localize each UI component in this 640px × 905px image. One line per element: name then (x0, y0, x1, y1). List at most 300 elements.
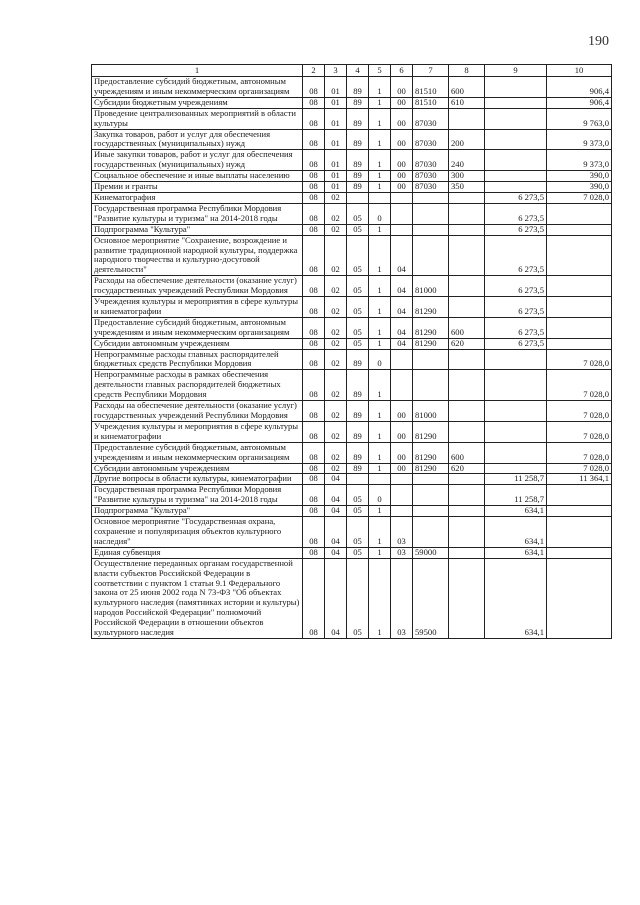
table-row (92, 182, 612, 193)
code-subprogram-cell: 1 (369, 129, 391, 150)
code-direction-cell: 87030 (413, 108, 449, 129)
code-direction-cell: 59500 (413, 558, 449, 638)
code-expense-type-cell (449, 235, 485, 276)
amount-cell: 634,1 (485, 517, 547, 548)
code-section-cell: 04 (325, 506, 347, 517)
code-program-cell: 05 (347, 558, 369, 638)
code-section-cell: 02 (325, 370, 347, 401)
amount-cell (547, 317, 612, 338)
code-expense-type-cell: 300 (449, 171, 485, 182)
amount-cell (485, 171, 547, 182)
code-ppp-cell: 08 (303, 474, 325, 485)
code-direction-cell: 81000 (413, 401, 449, 422)
code-direction-cell: 87030 (413, 129, 449, 150)
header-cell: 1 (92, 65, 303, 77)
code-section-cell: 01 (325, 150, 347, 171)
code-subprogram-cell: 1 (369, 108, 391, 129)
code-event-cell: 00 (391, 401, 413, 422)
code-program-cell: 05 (347, 547, 369, 558)
code-expense-type-cell (449, 421, 485, 442)
amount-cell (547, 506, 612, 517)
header-cell: 7 (413, 65, 449, 77)
row-name-cell: Субсидии автономным учреждениям (92, 463, 303, 474)
code-section-cell: 04 (325, 474, 347, 485)
code-program-cell (347, 192, 369, 203)
row-name-cell: Основное мероприятие "Сохранение, возрождение и развитие традиционной народной культуры, поддержка народного творчества и культурно-досуговой деятельности" (92, 235, 303, 276)
code-section-cell: 01 (325, 77, 347, 98)
code-section-cell: 02 (325, 349, 347, 370)
code-program-cell: 89 (347, 401, 369, 422)
code-subprogram-cell: 1 (369, 338, 391, 349)
amount-cell: 634,1 (485, 506, 547, 517)
code-event-cell (391, 370, 413, 401)
code-expense-type-cell (449, 370, 485, 401)
code-section-cell: 01 (325, 97, 347, 108)
amount-cell (485, 442, 547, 463)
header-cell: 5 (369, 65, 391, 77)
code-ppp-cell: 08 (303, 150, 325, 171)
code-direction-cell: 87030 (413, 182, 449, 193)
code-subprogram-cell: 1 (369, 401, 391, 422)
code-expense-type-cell: 610 (449, 97, 485, 108)
amount-cell: 7 028,0 (547, 401, 612, 422)
amount-cell: 390,0 (547, 182, 612, 193)
code-event-cell: 00 (391, 129, 413, 150)
code-event-cell: 00 (391, 77, 413, 98)
code-subprogram-cell: 1 (369, 506, 391, 517)
amount-cell: 7 028,0 (547, 463, 612, 474)
code-subprogram-cell (369, 474, 391, 485)
page-number: 190 (588, 34, 609, 49)
code-section-cell: 04 (325, 517, 347, 548)
code-subprogram-cell: 0 (369, 349, 391, 370)
code-direction-cell (413, 203, 449, 224)
code-section-cell: 02 (325, 235, 347, 276)
code-program-cell: 05 (347, 338, 369, 349)
code-subprogram-cell (369, 192, 391, 203)
code-program-cell: 89 (347, 108, 369, 129)
code-section-cell: 04 (325, 558, 347, 638)
code-program-cell: 05 (347, 506, 369, 517)
code-section-cell: 04 (325, 485, 347, 506)
table-row (92, 558, 612, 638)
code-program-cell: 05 (347, 224, 369, 235)
table-row (92, 297, 612, 318)
table-row (92, 474, 612, 485)
code-event-cell: 03 (391, 558, 413, 638)
code-ppp-cell: 08 (303, 77, 325, 98)
code-section-cell: 02 (325, 421, 347, 442)
row-name-cell: Кинематография (92, 192, 303, 203)
code-event-cell (391, 485, 413, 506)
code-program-cell: 05 (347, 485, 369, 506)
code-subprogram-cell: 0 (369, 203, 391, 224)
code-ppp-cell: 08 (303, 506, 325, 517)
amount-cell: 11 258,7 (485, 474, 547, 485)
code-section-cell: 01 (325, 108, 347, 129)
table-row (92, 108, 612, 129)
code-ppp-cell: 08 (303, 463, 325, 474)
code-program-cell: 89 (347, 442, 369, 463)
code-section-cell: 02 (325, 203, 347, 224)
code-subprogram-cell: 1 (369, 276, 391, 297)
code-direction-cell (413, 235, 449, 276)
code-subprogram-cell: 1 (369, 150, 391, 171)
code-direction-cell: 81290 (413, 463, 449, 474)
code-ppp-cell: 08 (303, 235, 325, 276)
row-name-cell: Подпрограмма "Культура" (92, 506, 303, 517)
amount-cell: 7 028,0 (547, 370, 612, 401)
code-program-cell: 89 (347, 182, 369, 193)
code-program-cell (347, 474, 369, 485)
code-expense-type-cell: 200 (449, 129, 485, 150)
amount-cell: 6 273,5 (485, 297, 547, 318)
code-program-cell: 89 (347, 129, 369, 150)
code-direction-cell (413, 349, 449, 370)
amount-cell: 6 273,5 (485, 235, 547, 276)
amount-cell (485, 463, 547, 474)
table-row (92, 370, 612, 401)
amount-cell (547, 547, 612, 558)
code-event-cell: 00 (391, 442, 413, 463)
code-ppp-cell: 08 (303, 317, 325, 338)
header-cell: 4 (347, 65, 369, 77)
code-ppp-cell: 08 (303, 421, 325, 442)
code-subprogram-cell: 1 (369, 97, 391, 108)
code-section-cell: 02 (325, 224, 347, 235)
code-expense-type-cell (449, 192, 485, 203)
code-section-cell: 02 (325, 442, 347, 463)
amount-cell (485, 349, 547, 370)
amount-cell (547, 338, 612, 349)
code-event-cell: 04 (391, 235, 413, 276)
code-program-cell: 89 (347, 150, 369, 171)
code-program-cell: 89 (347, 349, 369, 370)
code-subprogram-cell: 1 (369, 463, 391, 474)
row-name-cell: Подпрограмма "Культура" (92, 224, 303, 235)
code-subprogram-cell: 1 (369, 297, 391, 318)
code-program-cell: 05 (347, 276, 369, 297)
code-event-cell: 00 (391, 171, 413, 182)
code-ppp-cell: 08 (303, 401, 325, 422)
header-cell: 2 (303, 65, 325, 77)
code-section-cell: 04 (325, 547, 347, 558)
code-expense-type-cell: 350 (449, 182, 485, 193)
code-subprogram-cell: 1 (369, 77, 391, 98)
row-name-cell: Предоставление субсидий бюджетным, автономным учреждениям и иным некоммерческим организациям (92, 317, 303, 338)
code-expense-type-cell (449, 517, 485, 548)
amount-cell (485, 401, 547, 422)
row-name-cell: Единая субвенция (92, 547, 303, 558)
code-event-cell (391, 224, 413, 235)
table-row (92, 192, 612, 203)
table-row (92, 97, 612, 108)
amount-cell (547, 297, 612, 318)
code-expense-type-cell (449, 349, 485, 370)
amount-cell: 634,1 (485, 558, 547, 638)
row-name-cell: Предоставление субсидий бюджетным, автономным учреждениям и иным некоммерческим организациям (92, 77, 303, 98)
code-event-cell: 04 (391, 297, 413, 318)
code-program-cell: 89 (347, 370, 369, 401)
code-direction-cell: 87030 (413, 171, 449, 182)
code-expense-type-cell: 600 (449, 77, 485, 98)
row-name-cell: Непрограммные расходы главных распорядителей бюджетных средств Республики Мордовия (92, 349, 303, 370)
code-program-cell: 89 (347, 171, 369, 182)
code-subprogram-cell: 1 (369, 442, 391, 463)
table-row (92, 506, 612, 517)
code-subprogram-cell: 1 (369, 370, 391, 401)
code-direction-cell: 81290 (413, 442, 449, 463)
code-ppp-cell: 08 (303, 485, 325, 506)
amount-cell (547, 235, 612, 276)
row-name-cell: Социальное обеспечение и иные выплаты населению (92, 171, 303, 182)
code-section-cell: 02 (325, 463, 347, 474)
amount-cell (485, 150, 547, 171)
code-expense-type-cell: 620 (449, 338, 485, 349)
amount-cell: 634,1 (485, 547, 547, 558)
code-subprogram-cell: 1 (369, 517, 391, 548)
amount-cell (485, 108, 547, 129)
code-subprogram-cell: 1 (369, 182, 391, 193)
amount-cell (547, 203, 612, 224)
code-direction-cell (413, 517, 449, 548)
amount-cell (547, 485, 612, 506)
code-subprogram-cell: 1 (369, 171, 391, 182)
code-subprogram-cell: 0 (369, 485, 391, 506)
code-program-cell: 89 (347, 77, 369, 98)
code-direction-cell (413, 370, 449, 401)
table-row (92, 171, 612, 182)
code-ppp-cell: 08 (303, 297, 325, 318)
code-ppp-cell: 08 (303, 129, 325, 150)
code-direction-cell: 81290 (413, 317, 449, 338)
code-ppp-cell: 08 (303, 547, 325, 558)
row-name-cell: Закупка товаров, работ и услуг для обеспечения государственных (муниципальных) нужд (92, 129, 303, 150)
code-ppp-cell: 08 (303, 203, 325, 224)
code-program-cell: 05 (347, 517, 369, 548)
code-section-cell: 02 (325, 276, 347, 297)
amount-cell: 11 364,1 (547, 474, 612, 485)
code-event-cell: 00 (391, 97, 413, 108)
header-row (92, 65, 612, 77)
code-event-cell: 04 (391, 276, 413, 297)
amount-cell (485, 129, 547, 150)
header-cell: 3 (325, 65, 347, 77)
amount-cell: 7 028,0 (547, 192, 612, 203)
code-section-cell: 02 (325, 317, 347, 338)
code-event-cell: 00 (391, 463, 413, 474)
table-row (92, 517, 612, 548)
table-row (92, 276, 612, 297)
code-direction-cell: 81290 (413, 297, 449, 318)
code-ppp-cell: 08 (303, 276, 325, 297)
code-event-cell: 00 (391, 421, 413, 442)
code-direction-cell (413, 192, 449, 203)
code-section-cell: 02 (325, 192, 347, 203)
code-expense-type-cell (449, 485, 485, 506)
row-name-cell: Расходы на обеспечение деятельности (оказание услуг) государственных учреждений Республики Мордовия (92, 276, 303, 297)
code-section-cell: 02 (325, 297, 347, 318)
code-ppp-cell: 08 (303, 108, 325, 129)
code-event-cell: 00 (391, 108, 413, 129)
row-name-cell: Предоставление субсидий бюджетным, автономным учреждениям и иным некоммерческим организациям (92, 442, 303, 463)
row-name-cell: Другие вопросы в области культуры, кинематографии (92, 474, 303, 485)
amount-cell: 7 028,0 (547, 349, 612, 370)
amount-cell (547, 224, 612, 235)
code-ppp-cell: 08 (303, 442, 325, 463)
code-ppp-cell: 08 (303, 171, 325, 182)
code-program-cell: 89 (347, 421, 369, 442)
code-section-cell: 02 (325, 401, 347, 422)
code-expense-type-cell: 240 (449, 150, 485, 171)
code-direction-cell: 81290 (413, 421, 449, 442)
code-expense-type-cell (449, 224, 485, 235)
amount-cell: 6 273,5 (485, 276, 547, 297)
amount-cell: 9 373,0 (547, 129, 612, 150)
code-direction-cell: 81000 (413, 276, 449, 297)
amount-cell: 906,4 (547, 97, 612, 108)
code-event-cell (391, 474, 413, 485)
code-section-cell: 02 (325, 338, 347, 349)
row-name-cell: Субсидии бюджетным учреждениям (92, 97, 303, 108)
amount-cell (547, 276, 612, 297)
amount-cell: 9 763,0 (547, 108, 612, 129)
row-name-cell: Основное мероприятие "Государственная охрана, сохранение и популяризация объектов культурного наследия" (92, 517, 303, 548)
code-ppp-cell: 08 (303, 370, 325, 401)
row-name-cell: Непрограммные расходы в рамках обеспечения деятельности главных распорядителей бюджетных средств Республики Мордовия (92, 370, 303, 401)
amount-cell: 906,4 (547, 77, 612, 98)
amount-cell (485, 182, 547, 193)
code-event-cell (391, 203, 413, 224)
code-subprogram-cell: 1 (369, 224, 391, 235)
table-row (92, 401, 612, 422)
code-ppp-cell: 08 (303, 97, 325, 108)
code-ppp-cell: 08 (303, 349, 325, 370)
header-cell: 8 (449, 65, 485, 77)
amount-cell: 7 028,0 (547, 442, 612, 463)
code-event-cell: 04 (391, 317, 413, 338)
code-event-cell: 03 (391, 517, 413, 548)
code-event-cell (391, 506, 413, 517)
header-cell: 10 (547, 65, 612, 77)
code-expense-type-cell (449, 276, 485, 297)
row-name-cell: Иные закупки товаров, работ и услуг для обеспечения государственных (муниципальных) нужд (92, 150, 303, 171)
amount-cell (485, 97, 547, 108)
row-name-cell: Расходы на обеспечение деятельности (оказание услуг) государственных учреждений Республики Мордовия (92, 401, 303, 422)
code-section-cell: 01 (325, 182, 347, 193)
code-program-cell: 05 (347, 297, 369, 318)
table-row (92, 547, 612, 558)
table-row (92, 463, 612, 474)
table-row (92, 235, 612, 276)
amount-cell: 6 273,5 (485, 192, 547, 203)
code-ppp-cell: 08 (303, 224, 325, 235)
table-row (92, 224, 612, 235)
row-name-cell: Премии и гранты (92, 182, 303, 193)
code-ppp-cell: 08 (303, 338, 325, 349)
header-cell: 9 (485, 65, 547, 77)
code-direction-cell (413, 506, 449, 517)
code-program-cell: 05 (347, 235, 369, 276)
table-row (92, 317, 612, 338)
amount-cell: 11 258,7 (485, 485, 547, 506)
code-direction-cell (413, 224, 449, 235)
amount-cell: 6 273,5 (485, 317, 547, 338)
table-row (92, 485, 612, 506)
code-program-cell: 05 (347, 317, 369, 338)
budget-table (91, 64, 612, 639)
code-subprogram-cell: 1 (369, 235, 391, 276)
code-direction-cell: 81510 (413, 77, 449, 98)
code-expense-type-cell (449, 547, 485, 558)
code-expense-type-cell (449, 108, 485, 129)
amount-cell: 6 273,5 (485, 224, 547, 235)
code-event-cell: 00 (391, 182, 413, 193)
table-row (92, 150, 612, 171)
code-subprogram-cell: 1 (369, 547, 391, 558)
row-name-cell: Государственная программа Республики Мордовия "Развитие культуры и туризма" на 2014-2018 годы (92, 203, 303, 224)
amount-cell: 7 028,0 (547, 421, 612, 442)
code-ppp-cell: 08 (303, 192, 325, 203)
code-ppp-cell: 08 (303, 517, 325, 548)
code-direction-cell: 87030 (413, 150, 449, 171)
table-row (92, 442, 612, 463)
amount-cell: 9 373,0 (547, 150, 612, 171)
table-body (92, 77, 612, 639)
amount-cell: 6 273,5 (485, 203, 547, 224)
code-program-cell: 05 (347, 203, 369, 224)
code-direction-cell: 81290 (413, 338, 449, 349)
code-subprogram-cell: 1 (369, 558, 391, 638)
code-event-cell: 03 (391, 547, 413, 558)
code-direction-cell: 59000 (413, 547, 449, 558)
table-row (92, 338, 612, 349)
amount-cell: 390,0 (547, 171, 612, 182)
code-expense-type-cell (449, 506, 485, 517)
code-program-cell: 89 (347, 463, 369, 474)
code-event-cell: 00 (391, 150, 413, 171)
amount-cell (485, 77, 547, 98)
code-event-cell (391, 349, 413, 370)
code-ppp-cell: 08 (303, 558, 325, 638)
code-direction-cell (413, 485, 449, 506)
code-direction-cell (413, 474, 449, 485)
code-section-cell: 01 (325, 171, 347, 182)
code-program-cell: 89 (347, 97, 369, 108)
code-expense-type-cell (449, 558, 485, 638)
code-event-cell (391, 192, 413, 203)
code-expense-type-cell (449, 401, 485, 422)
code-expense-type-cell (449, 203, 485, 224)
row-name-cell: Учреждения культуры и мероприятия в сфере культуры и кинематографии (92, 297, 303, 318)
amount-cell: 6 273,5 (485, 338, 547, 349)
code-expense-type-cell (449, 474, 485, 485)
code-subprogram-cell: 1 (369, 317, 391, 338)
code-expense-type-cell: 600 (449, 317, 485, 338)
amount-cell (485, 421, 547, 442)
table-row (92, 203, 612, 224)
code-ppp-cell: 08 (303, 182, 325, 193)
code-event-cell: 04 (391, 338, 413, 349)
amount-cell (485, 370, 547, 401)
row-name-cell: Учреждения культуры и мероприятия в сфере культуры и кинематографии (92, 421, 303, 442)
code-expense-type-cell (449, 297, 485, 318)
table-row (92, 349, 612, 370)
code-section-cell: 01 (325, 129, 347, 150)
amount-cell (547, 517, 612, 548)
row-name-cell: Осуществление переданных органам государственной власти субъектов Российской Федерации в соответствии с пунктом 1 статьи 9.1 Федерального закона от 25 июня 2002 года N 73-ФЗ "Об объектах культурного наследия (памятниках истории и культуры) народов Российской Федерации" полномочий Российской Федерации в отношении объектов культурного наследия (92, 558, 303, 638)
table-row (92, 421, 612, 442)
